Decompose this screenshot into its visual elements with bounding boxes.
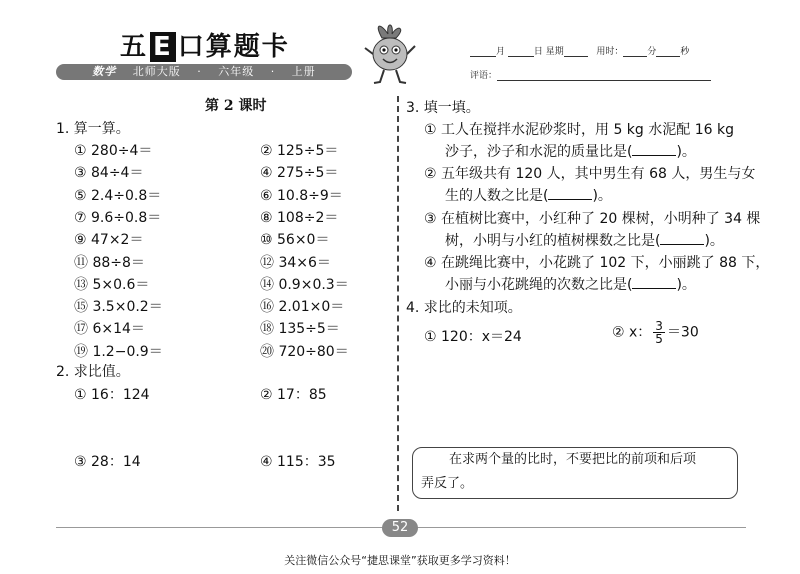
answer-blank[interactable] [632,143,676,156]
fill-q1-line2: 沙子，沙子和水泥的质量比是( )。 [445,144,696,160]
fill-q4-line2: 小丽与小花跳绳的次数之比是( )。 [445,277,696,293]
calc-item: ⑮ 3.5×0.2＝ [74,299,163,316]
date-line: 月 日 星期 用时： 分 秒 [470,44,689,57]
column-divider [397,96,399,511]
calc-item: ② 125÷5＝ [260,143,339,159]
lesson-title: 第 2 课时 [205,98,267,114]
calc-item: ⑪ 88÷8＝ [74,254,145,271]
tip-box [412,447,738,499]
ratio-item: ② 17：85 [260,387,327,403]
answer-blank[interactable] [548,187,592,200]
calc-item: ⑱ 135÷5＝ [260,321,340,338]
calc-item: ⑨ 47×2＝ [74,232,144,249]
answer-blank[interactable] [660,232,704,245]
section4-title: 4. 求比的未知项。 [406,300,522,316]
fill-q2-line2: 生的人数之比是( )。 [445,188,612,204]
tip-line-2: 弄反了。 [421,476,474,491]
brand-title: 五 E 口算题卡 [120,32,290,62]
calc-item: ⑦ 9.6÷0.8＝ [74,209,162,226]
ratio-item: ④ 115：35 [260,454,336,470]
subject-band: 数学 北师大版 · 六年级 · 上册 [56,64,352,80]
calc-item: ⑧ 108÷2＝ [260,209,339,226]
page-number: 52 [382,519,418,537]
calc-item: ① 280÷4＝ [74,143,153,159]
section1-title: 1. 算一算。 [56,121,130,137]
calc-item: ③ 84÷4＝ [74,165,144,182]
ratio-item: ③ 28：14 [74,454,141,470]
section3-title: 3. 填一填。 [406,100,480,116]
calc-item: ⑤ 2.4÷0.8＝ [74,187,162,204]
proportion-item-2: ② x： $\frac{3}{5}$ ＝30 [612,319,699,346]
fill-q3-line2: 树，小明与小红的植树棵数之比是( )。 [445,233,724,249]
fill-q4-line1: ④ 在跳绳比赛中，小花跳了 102 下，小丽跳了 88 下， [424,255,770,271]
calc-item: ⑥ 10.8÷9＝ [260,187,343,204]
footer-note: 关注微信公众号“捷思课堂”获取更多学习资料！ [284,554,516,567]
calc-item: ⑯ 2.01×0＝ [260,299,345,316]
calc-item: ④ 275÷5＝ [260,165,339,182]
tip-line-1: 在求两个量的比时，不要把比的前项和后项 [449,452,697,467]
calc-item: ⑳ 720÷80＝ [260,343,349,360]
radish-mascot-icon [360,20,420,86]
fill-q2-line1: ② 五年级共有 120 人，其中男生有 68 人，男生与女 [424,166,756,182]
comment-line: 评语： [470,68,711,81]
fill-q3-line1: ③ 在植树比赛中，小红种了 20 棵树，小明种了 34 棵 [424,211,761,227]
calc-item: ⑫ 34×6＝ [260,254,331,271]
brand-e-logo: E [150,32,176,62]
calc-item: ⑭ 0.9×0.3＝ [260,276,349,293]
calc-item: ⑬ 5×0.6＝ [74,276,150,293]
calc-item: ⑰ 6×14＝ [74,321,145,338]
proportion-item-1: ① 120：x＝24 [424,329,522,345]
fraction: $\frac{3}{5}$ [655,319,663,346]
section2-title: 2. 求比值。 [56,364,130,380]
ratio-item: ① 16：124 [74,387,150,403]
fill-q1-line1: ① 工人在搅拌水泥砂浆时，用 5 kg 水泥配 16 kg [424,122,734,138]
calc-item: ⑲ 1.2−0.9＝ [74,343,163,360]
answer-blank[interactable] [632,276,676,289]
calc-item: ⑩ 56×0＝ [260,232,330,249]
